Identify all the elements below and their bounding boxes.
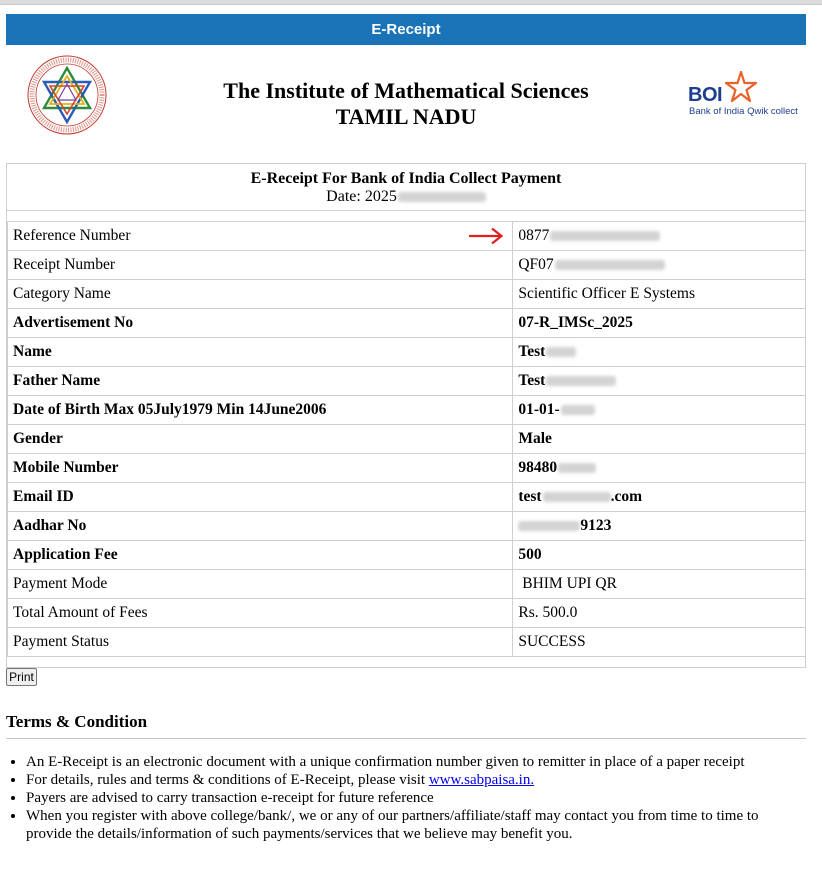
print-button[interactable]: Print — [6, 668, 37, 686]
table-row — [8, 454, 806, 483]
list-item: • An E-Receipt is an electronic document with a unique confirmation number given to remitter in place of a paper receipt — [26, 753, 786, 771]
receipt-date — [7, 188, 805, 206]
receipt-title: E-Receipt For Bank of India Collect Payment — [250, 170, 562, 187]
list-item: • Payers are advised to carry transaction e-receipt for future reference — [26, 789, 786, 807]
row-value — [513, 367, 806, 396]
institute-logo — [26, 54, 108, 136]
table-row — [8, 599, 806, 628]
row-label: Name — [8, 338, 513, 367]
table-row — [8, 251, 806, 280]
boi-logo-subtitle: Bank of India Qwik collect — [689, 106, 798, 117]
table-row — [8, 628, 806, 657]
redacted-value — [561, 405, 595, 415]
row-value — [513, 338, 806, 367]
table-row — [8, 222, 806, 251]
row-label: Total Amount of Fees — [8, 599, 513, 628]
row-label: Mobile Number — [8, 454, 513, 483]
row-value-text: 01-01- — [518, 401, 560, 418]
row-label: Aadhar No — [8, 512, 513, 541]
row-label: Advertisement No — [8, 309, 513, 338]
row-label: Payment Status — [8, 628, 513, 657]
table-row — [8, 280, 806, 309]
email-suffix: .com — [610, 488, 643, 505]
row-value — [513, 222, 806, 251]
row-label: Receipt Number — [8, 251, 513, 280]
table-row — [8, 367, 806, 396]
table-row — [8, 541, 806, 570]
redacted-value — [550, 231, 660, 241]
terms-divider — [6, 738, 806, 739]
row-label: Application Fee — [8, 541, 513, 570]
redacted-value — [555, 260, 665, 270]
row-label-text: Reference Number — [13, 227, 131, 244]
list-item — [26, 771, 786, 789]
redacted-value — [546, 376, 616, 386]
row-value-text: Test — [518, 372, 546, 389]
top-rule — [0, 0, 822, 5]
row-label: Payment Mode — [8, 570, 513, 599]
terms-heading: Terms & Condition — [6, 712, 148, 731]
receipt-table — [7, 221, 806, 657]
row-label: Email ID — [8, 483, 513, 512]
row-value: 07-R_IMSc_2025 — [513, 309, 806, 338]
row-value-text: QF07 — [518, 256, 554, 273]
row-value: BHIM UPI QR — [513, 570, 806, 599]
sabpaisa-link[interactable]: www.sabpaisa.in. — [428, 772, 535, 788]
table-row — [8, 425, 806, 454]
row-value — [513, 251, 806, 280]
table-row — [8, 483, 806, 512]
receipt-date-label: Date: 2025 — [326, 188, 397, 205]
table-row — [8, 396, 806, 425]
terms-list — [6, 753, 786, 843]
row-value-text: 98480 — [518, 459, 558, 476]
table-row — [8, 338, 806, 367]
row-label: Father Name — [8, 367, 513, 396]
redacted-date — [398, 192, 486, 202]
right-arrow-icon — [468, 227, 504, 245]
redacted-value — [546, 347, 576, 357]
table-row — [8, 309, 806, 338]
boi-star-icon — [724, 70, 758, 104]
institute-state: TAMIL NADU — [335, 104, 477, 129]
list-item-text: For details, rules and terms & conditions of E-Receipt, please visit — [26, 772, 429, 788]
table-row — [8, 512, 806, 541]
row-value — [513, 454, 806, 483]
row-label: Gender — [8, 425, 513, 454]
row-value-text: 9123 — [580, 517, 612, 534]
redacted-value — [543, 492, 611, 502]
boi-qwik-collect-logo — [688, 70, 808, 118]
row-value-text: Test — [518, 343, 546, 360]
row-value — [513, 483, 806, 512]
row-value: Male — [513, 425, 806, 454]
row-value: Scientific Officer E Systems — [513, 280, 806, 309]
receipt-header-divider — [7, 210, 805, 211]
row-label: Date of Birth Max 05July1979 Min 14June2006 — [8, 396, 513, 425]
page-banner: E-Receipt — [6, 14, 806, 45]
row-value-text: 0877 — [518, 227, 550, 244]
redacted-value — [518, 521, 580, 531]
boi-logo-text: BOI — [688, 84, 723, 106]
row-value — [513, 512, 806, 541]
redacted-value — [558, 463, 596, 473]
row-value — [513, 396, 806, 425]
row-value: 500 — [513, 541, 806, 570]
row-value: SUCCESS — [513, 628, 806, 657]
row-value: Rs. 500.0 — [513, 599, 806, 628]
email-prefix: test — [518, 488, 542, 505]
row-label — [8, 222, 513, 251]
list-item: • When you register with above college/bank/, we or any of our partners/affiliate/staff may contact you from time to time to provide the details/information of such payments/services that we believe may benefit you. — [26, 807, 786, 843]
institute-name: The Institute of Mathematical Sciences — [223, 78, 589, 103]
receipt-box — [6, 163, 806, 668]
table-row — [8, 570, 806, 599]
row-label: Category Name — [8, 280, 513, 309]
